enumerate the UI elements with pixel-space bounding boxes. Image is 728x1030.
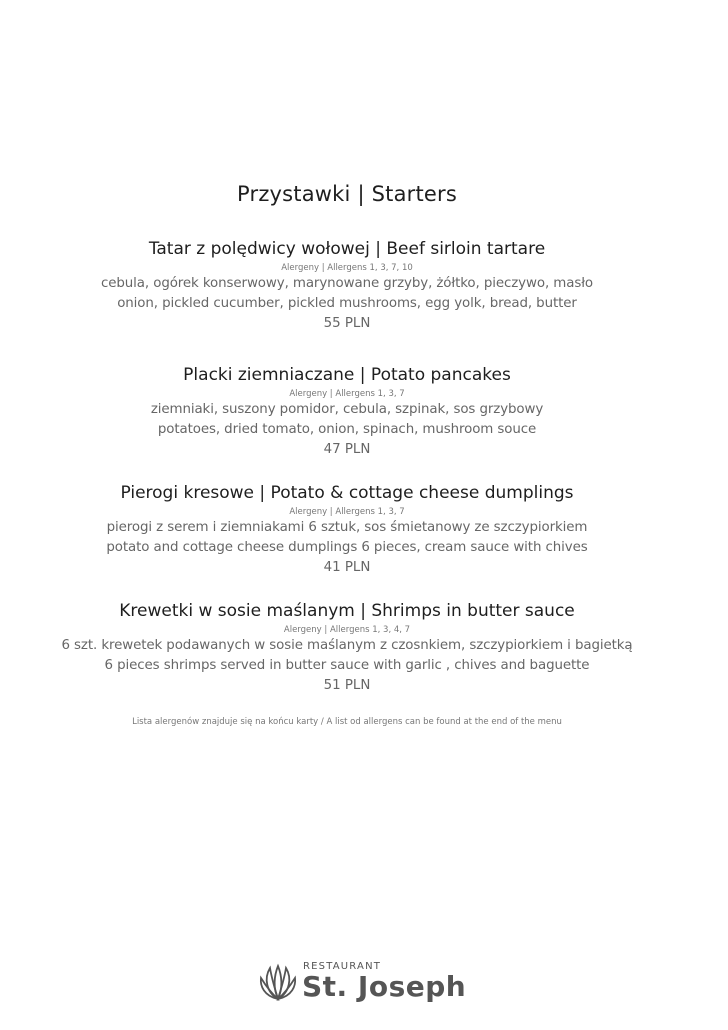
dish-name: Tatar z polędwicy wołowej | Beef sirloin tartare bbox=[148, 239, 546, 259]
dish-name: Krewetki w sosie maślanym | Shrimps in butter sauce bbox=[119, 601, 575, 621]
lotus-leaf-icon bbox=[258, 962, 298, 1002]
dish-price: 55 PLN bbox=[323, 316, 371, 331]
dish-description-pl: pierogi z serem i ziemniakami 6 sztuk, sos śmietanowy ze szczypiorkiem bbox=[106, 520, 588, 535]
dish-item bbox=[0, 239, 694, 334]
dish-allergens: Alergeny | Allergens 1, 3, 7, 10 bbox=[281, 263, 413, 273]
dish-name: Placki ziemniaczane | Potato pancakes bbox=[183, 365, 511, 385]
restaurant-logo bbox=[258, 960, 478, 1008]
logo-title: St. Joseph bbox=[302, 970, 467, 1003]
allergen-footnote: Lista alergenów znajduje się na końcu karty / A list od allergens can be found at the end of the menu bbox=[132, 717, 562, 727]
dish-allergens: Alergeny | Allergens 1, 3, 7 bbox=[289, 507, 405, 517]
dish-price: 47 PLN bbox=[323, 442, 371, 457]
dish-allergens: Alergeny | Allergens 1, 3, 4, 7 bbox=[283, 625, 411, 635]
dish-description-en: onion, pickled cucumber, pickled mushrooms, egg yolk, bread, butter bbox=[117, 296, 577, 311]
dish-item bbox=[0, 601, 694, 696]
dish-description-pl: 6 szt. krewetek podawanych w sosie maślanym z czosnkiem, szczypiorkiem i bagietką bbox=[61, 638, 633, 653]
dish-description-en: 6 pieces shrimps served in butter sauce with garlic , chives and baguette bbox=[104, 658, 590, 673]
dish-description-pl: ziemniaki, suszony pomidor, cebula, szpinak, sos grzybowy bbox=[150, 402, 544, 417]
dish-price: 51 PLN bbox=[323, 678, 371, 693]
dish-item bbox=[0, 483, 694, 578]
dish-description-en: potatoes, dried tomato, onion, spinach, mushroom souce bbox=[157, 422, 537, 437]
dish-name: Pierogi kresowe | Potato & cottage cheese dumplings bbox=[120, 483, 574, 503]
logo-subtitle: RESTAURANT bbox=[303, 961, 382, 972]
dish-item bbox=[0, 365, 694, 460]
dish-description-pl: cebula, ogórek konserwowy, marynowane grzyby, żółtko, pieczywo, masło bbox=[101, 276, 593, 291]
dish-description-en: potato and cottage cheese dumplings 6 pieces, cream sauce with chives bbox=[106, 540, 588, 555]
section-title: Przystawki | Starters bbox=[236, 182, 457, 206]
dish-price: 41 PLN bbox=[323, 560, 371, 575]
dish-allergens: Alergeny | Allergens 1, 3, 7 bbox=[289, 389, 405, 399]
